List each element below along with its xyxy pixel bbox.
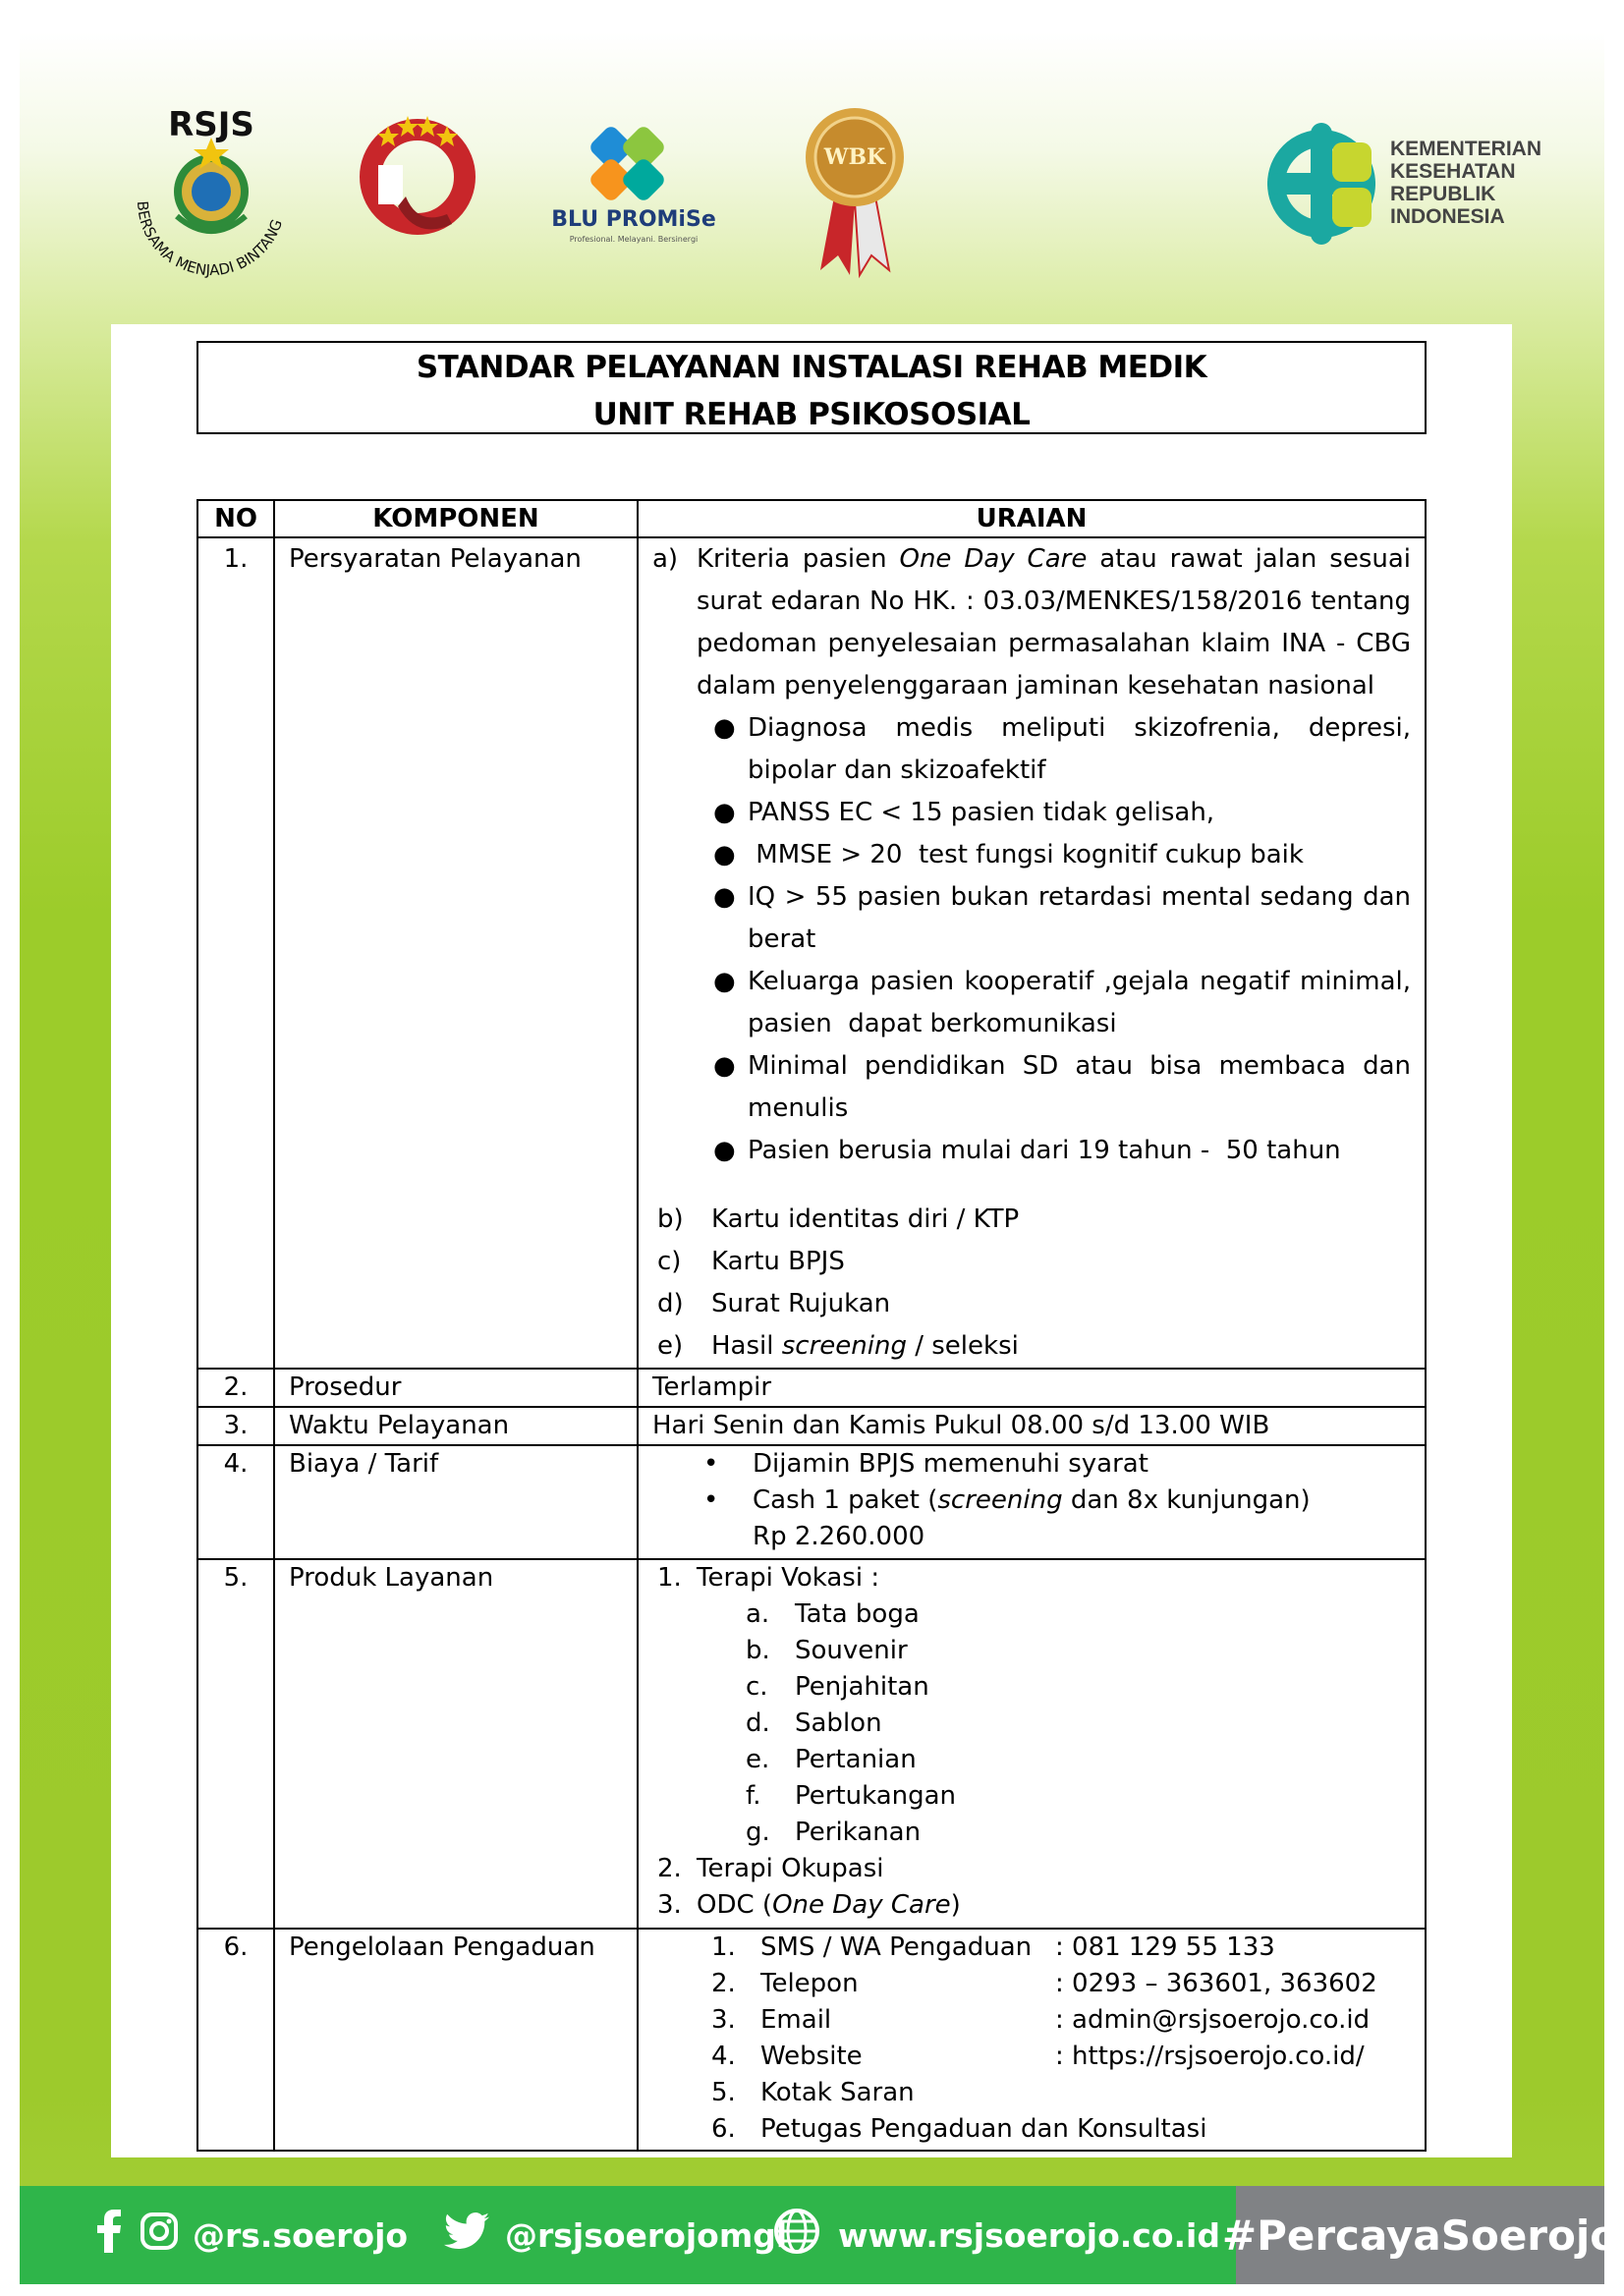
table-row — [197, 537, 1426, 1369]
svg-text:BERSAMA MENJADI BINTANG: BERSAMA MENJADI BINTANG — [133, 199, 287, 280]
instagram-icon[interactable] — [140, 2212, 179, 2259]
tariff-item: • Cash 1 paket (screening dan 8x kunjungan) — [652, 1483, 1411, 1519]
criteria-bullet: ● Pasien berusia mulai dari 19 tahun - 50 tahun — [652, 1130, 1411, 1172]
bullet-icon: ● — [713, 882, 736, 912]
svg-text:KEMENTERIAN: KEMENTERIAN — [1390, 138, 1542, 160]
quality-star-logo — [349, 98, 486, 236]
bullet-icon: ● — [713, 967, 736, 996]
row-no: 4. — [197, 1445, 274, 1559]
product-item: 1. Terapi Vokasi : — [657, 1563, 880, 1593]
table-header-row — [197, 500, 1426, 537]
row-komponen: Waktu Pelayanan — [274, 1407, 638, 1445]
row-uraian: Hari Senin dan Kamis Pukul 08.00 s/d 13.00 WIB — [638, 1407, 1426, 1445]
svg-text:Profesional. Melayani. Bersine: Profesional. Melayani. Bersinergi — [569, 235, 699, 244]
product-item: 2. Terapi Okupasi — [657, 1854, 884, 1883]
website-url[interactable]: www.rsjsoerojo.co.id — [838, 2215, 1220, 2255]
requirement-b: b) Kartu identitas diri / KTP — [657, 1204, 1020, 1234]
svg-text:WBK: WBK — [823, 144, 886, 170]
header-logos — [0, 0, 1624, 295]
criteria-bullet: ● MMSE > 20 test fungsi kognitif cukup baik — [652, 834, 1411, 876]
row-no: 2. — [197, 1369, 274, 1407]
requirement-a-emphasis: One Day Care — [899, 544, 1088, 574]
bullet-icon: ● — [713, 713, 736, 743]
row-no: 5. — [197, 1559, 274, 1929]
complaint-channel: 5. Kotak Saran — [711, 2078, 915, 2107]
rsjs-logo — [118, 98, 305, 285]
row-no: 6. — [197, 1929, 274, 2151]
instagram-handle[interactable]: @rs.soerojo — [193, 2215, 409, 2255]
table-row — [197, 1407, 1426, 1445]
product-item: 3. ODC (One Day Care) — [657, 1890, 961, 1920]
criteria-bullet: ● PANSS EC < 15 pasien tidak gelisah, — [652, 792, 1411, 834]
globe-icon[interactable] — [773, 2208, 820, 2263]
svg-text:INDONESIA: INDONESIA — [1390, 205, 1505, 228]
row-uraian — [638, 1445, 1426, 1559]
service-standard-table — [196, 499, 1427, 2152]
table-row — [197, 1559, 1426, 1929]
row-uraian — [638, 1559, 1426, 1929]
kemenkes-logo — [1267, 123, 1552, 251]
complaint-channel: 1. SMS / WA Pengaduan : 081 129 55 133 — [711, 1932, 1275, 1962]
bullet-icon: ● — [713, 1136, 736, 1165]
svg-text:KESEHATAN: KESEHATAN — [1390, 160, 1516, 183]
tariff-price: Rp 2.260.000 — [753, 1522, 925, 1551]
product-subitem: e. Pertanian — [746, 1745, 917, 1774]
criteria-bullet: ● IQ > 55 pasien bukan retardasi mental sedang dan berat — [652, 876, 1411, 961]
row-komponen: Prosedur — [274, 1369, 638, 1407]
table-row — [197, 1445, 1426, 1559]
row-komponen: Pengelolaan Pengaduan — [274, 1929, 638, 2151]
requirement-a — [652, 538, 1411, 707]
complaint-channel: 3. Email : admin@rsjsoerojo.co.id — [711, 2005, 1371, 2035]
row-no: 1. — [197, 537, 274, 1369]
hashtag: #PercayaSoerojo — [1236, 2186, 1604, 2284]
requirement-a-text-cont: atau rawat jalan sesuai surat edaran No HK. : 03.03/MENKES/158/2016 tentang pedoman penyelesaian permasalahan klaim INA - CBG dalam penyelenggaraan jaminan kesehatan nasional — [697, 544, 1411, 700]
product-subitem: c. Penjahitan — [746, 1672, 929, 1702]
website-link[interactable] — [773, 2186, 1220, 2284]
requirement-c: c) Kartu BPJS — [657, 1247, 845, 1276]
header-uraian: URAIAN — [638, 500, 1426, 537]
complaint-channel: 6. Petugas Pengaduan dan Konsultasi — [711, 2114, 1207, 2144]
title-line-2: UNIT REHAB PSIKOSOSIAL — [592, 397, 1031, 432]
header-no: NO — [197, 500, 274, 537]
requirement-d: d) Surat Rujukan — [657, 1289, 891, 1318]
table-row — [197, 1929, 1426, 2151]
bullet-icon: ● — [713, 840, 736, 869]
twitter-icon[interactable] — [444, 2212, 489, 2258]
criteria-bullet: ● Keluarga pasien kooperatif ,gejala negatif minimal, pasien dapat berkomunikasi — [652, 961, 1411, 1045]
svg-text:REPUBLIK: REPUBLIK — [1390, 183, 1496, 205]
footer-bar — [20, 2186, 1619, 2284]
requirement-e: e) Hasil screening / seleksi — [657, 1331, 1019, 1361]
row-uraian — [638, 1929, 1426, 2151]
bullet-icon: • — [703, 1449, 719, 1479]
product-subitem: b. Souvenir — [746, 1636, 908, 1665]
facebook-icon[interactable] — [96, 2210, 122, 2261]
bullet-icon: • — [703, 1485, 719, 1515]
table-row — [197, 1369, 1426, 1407]
criteria-bullet: ● Diagnosa medis meliputi skizofrenia, depresi, bipolar dan skizoafektif — [652, 707, 1411, 792]
row-no: 3. — [197, 1407, 274, 1445]
social-twitter[interactable] — [444, 2186, 787, 2284]
row-uraian: Terlampir — [638, 1369, 1426, 1407]
product-subitem: f. Pertukangan — [746, 1781, 957, 1811]
twitter-handle[interactable]: @rsjsoerojomgl — [505, 2215, 788, 2255]
blu-promise-logo — [550, 116, 717, 253]
complaint-channel: 4. Website : https://rsjsoerojo.co.id/ — [711, 2042, 1365, 2071]
product-subitem: a. Tata boga — [746, 1599, 920, 1629]
product-subitem: d. Sablon — [746, 1708, 882, 1738]
document-title — [196, 341, 1427, 434]
wbk-logo — [801, 103, 909, 280]
bullet-icon: ● — [713, 798, 736, 827]
title-line-1: STANDAR PELAYANAN INSTALASI REHAB MEDIK — [416, 350, 1207, 385]
row-komponen: Persyaratan Pelayanan — [274, 537, 638, 1369]
row-komponen: Biaya / Tarif — [274, 1445, 638, 1559]
svg-text:RSJS: RSJS — [168, 105, 254, 144]
criteria-bullet: ● Minimal pendidikan SD atau bisa membaca dan menulis — [652, 1045, 1411, 1130]
complaint-channel: 2. Telepon : 0293 – 363601, 363602 — [711, 1969, 1377, 1998]
bullet-icon: ● — [713, 1051, 736, 1081]
requirement-a-text: Kriteria pasien — [697, 544, 900, 574]
tariff-item: • Dijamin BPJS memenuhi syarat — [652, 1446, 1411, 1483]
svg-text:BLU PROMiSe: BLU PROMiSe — [551, 207, 716, 232]
row-uraian — [638, 537, 1426, 1369]
social-instagram[interactable] — [96, 2186, 408, 2284]
item-label: a) — [652, 544, 679, 574]
header-komponen: KOMPONEN — [274, 500, 638, 537]
product-subitem: g. Perikanan — [746, 1818, 922, 1847]
row-komponen: Produk Layanan — [274, 1559, 638, 1929]
